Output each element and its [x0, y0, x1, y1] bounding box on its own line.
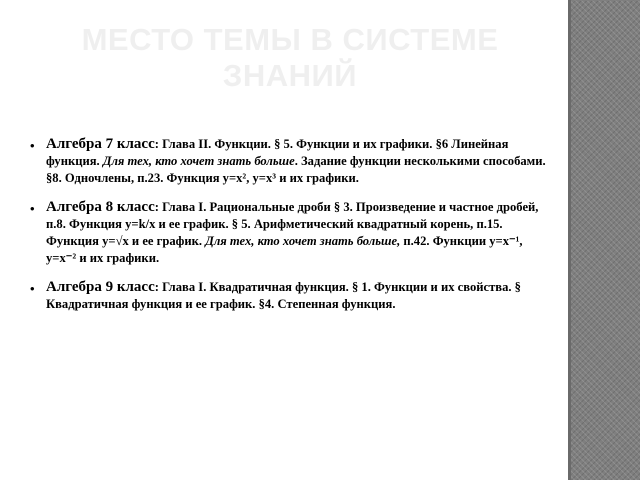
item-text: : Глава I. Рациональные дроби § 3. Произведение и частное дробей, п.8. Функция у=k/x и ее график. § 5. Арифметический квадратный корень, п.15. Функция у=√х и ее график.: [46, 200, 539, 248]
list-item-algebra-7: [30, 136, 554, 187]
item-text: : Глава II. Функции. § 5. Функции и их графики. §6 Линейная функция.: [46, 137, 509, 168]
item-italic-note: Для тех, кто хочет знать больше: [102, 154, 295, 168]
bullet-icon: •: [30, 138, 35, 153]
slide-title: МЕСТО ТЕМЫ В СИСТЕМЕ ЗНАНИЙ: [81, 22, 499, 93]
topic-list: [30, 136, 554, 325]
bullet-icon: •: [30, 201, 35, 216]
grade-label: Алгебра 9 класс: [46, 279, 155, 295]
item-text-continued: . Задание функции несколькими способами. §8. Одночлены, п.23. Функция у=х², у=х³ и их графики.: [46, 154, 546, 185]
bullet-icon: •: [30, 281, 35, 296]
grade-label: Алгебра 7 класс: [46, 136, 155, 152]
item-italic-note: Для тех, кто хочет знать больше,: [205, 234, 401, 248]
list-item-algebra-8: [30, 199, 554, 267]
item-text: : Глава I. Квадратичная функция. § 1. Функции и их свойства. § Квадратичная функция и ее график. §4. Степенная функция.: [46, 280, 521, 311]
list-item-algebra-9: [30, 279, 554, 313]
grade-label: Алгебра 8 класс: [46, 199, 155, 215]
item-text-continued: п.42. Функции у=х⁻¹, у=х⁻² и их графики.: [46, 234, 523, 265]
decorative-side-band: [568, 0, 640, 480]
